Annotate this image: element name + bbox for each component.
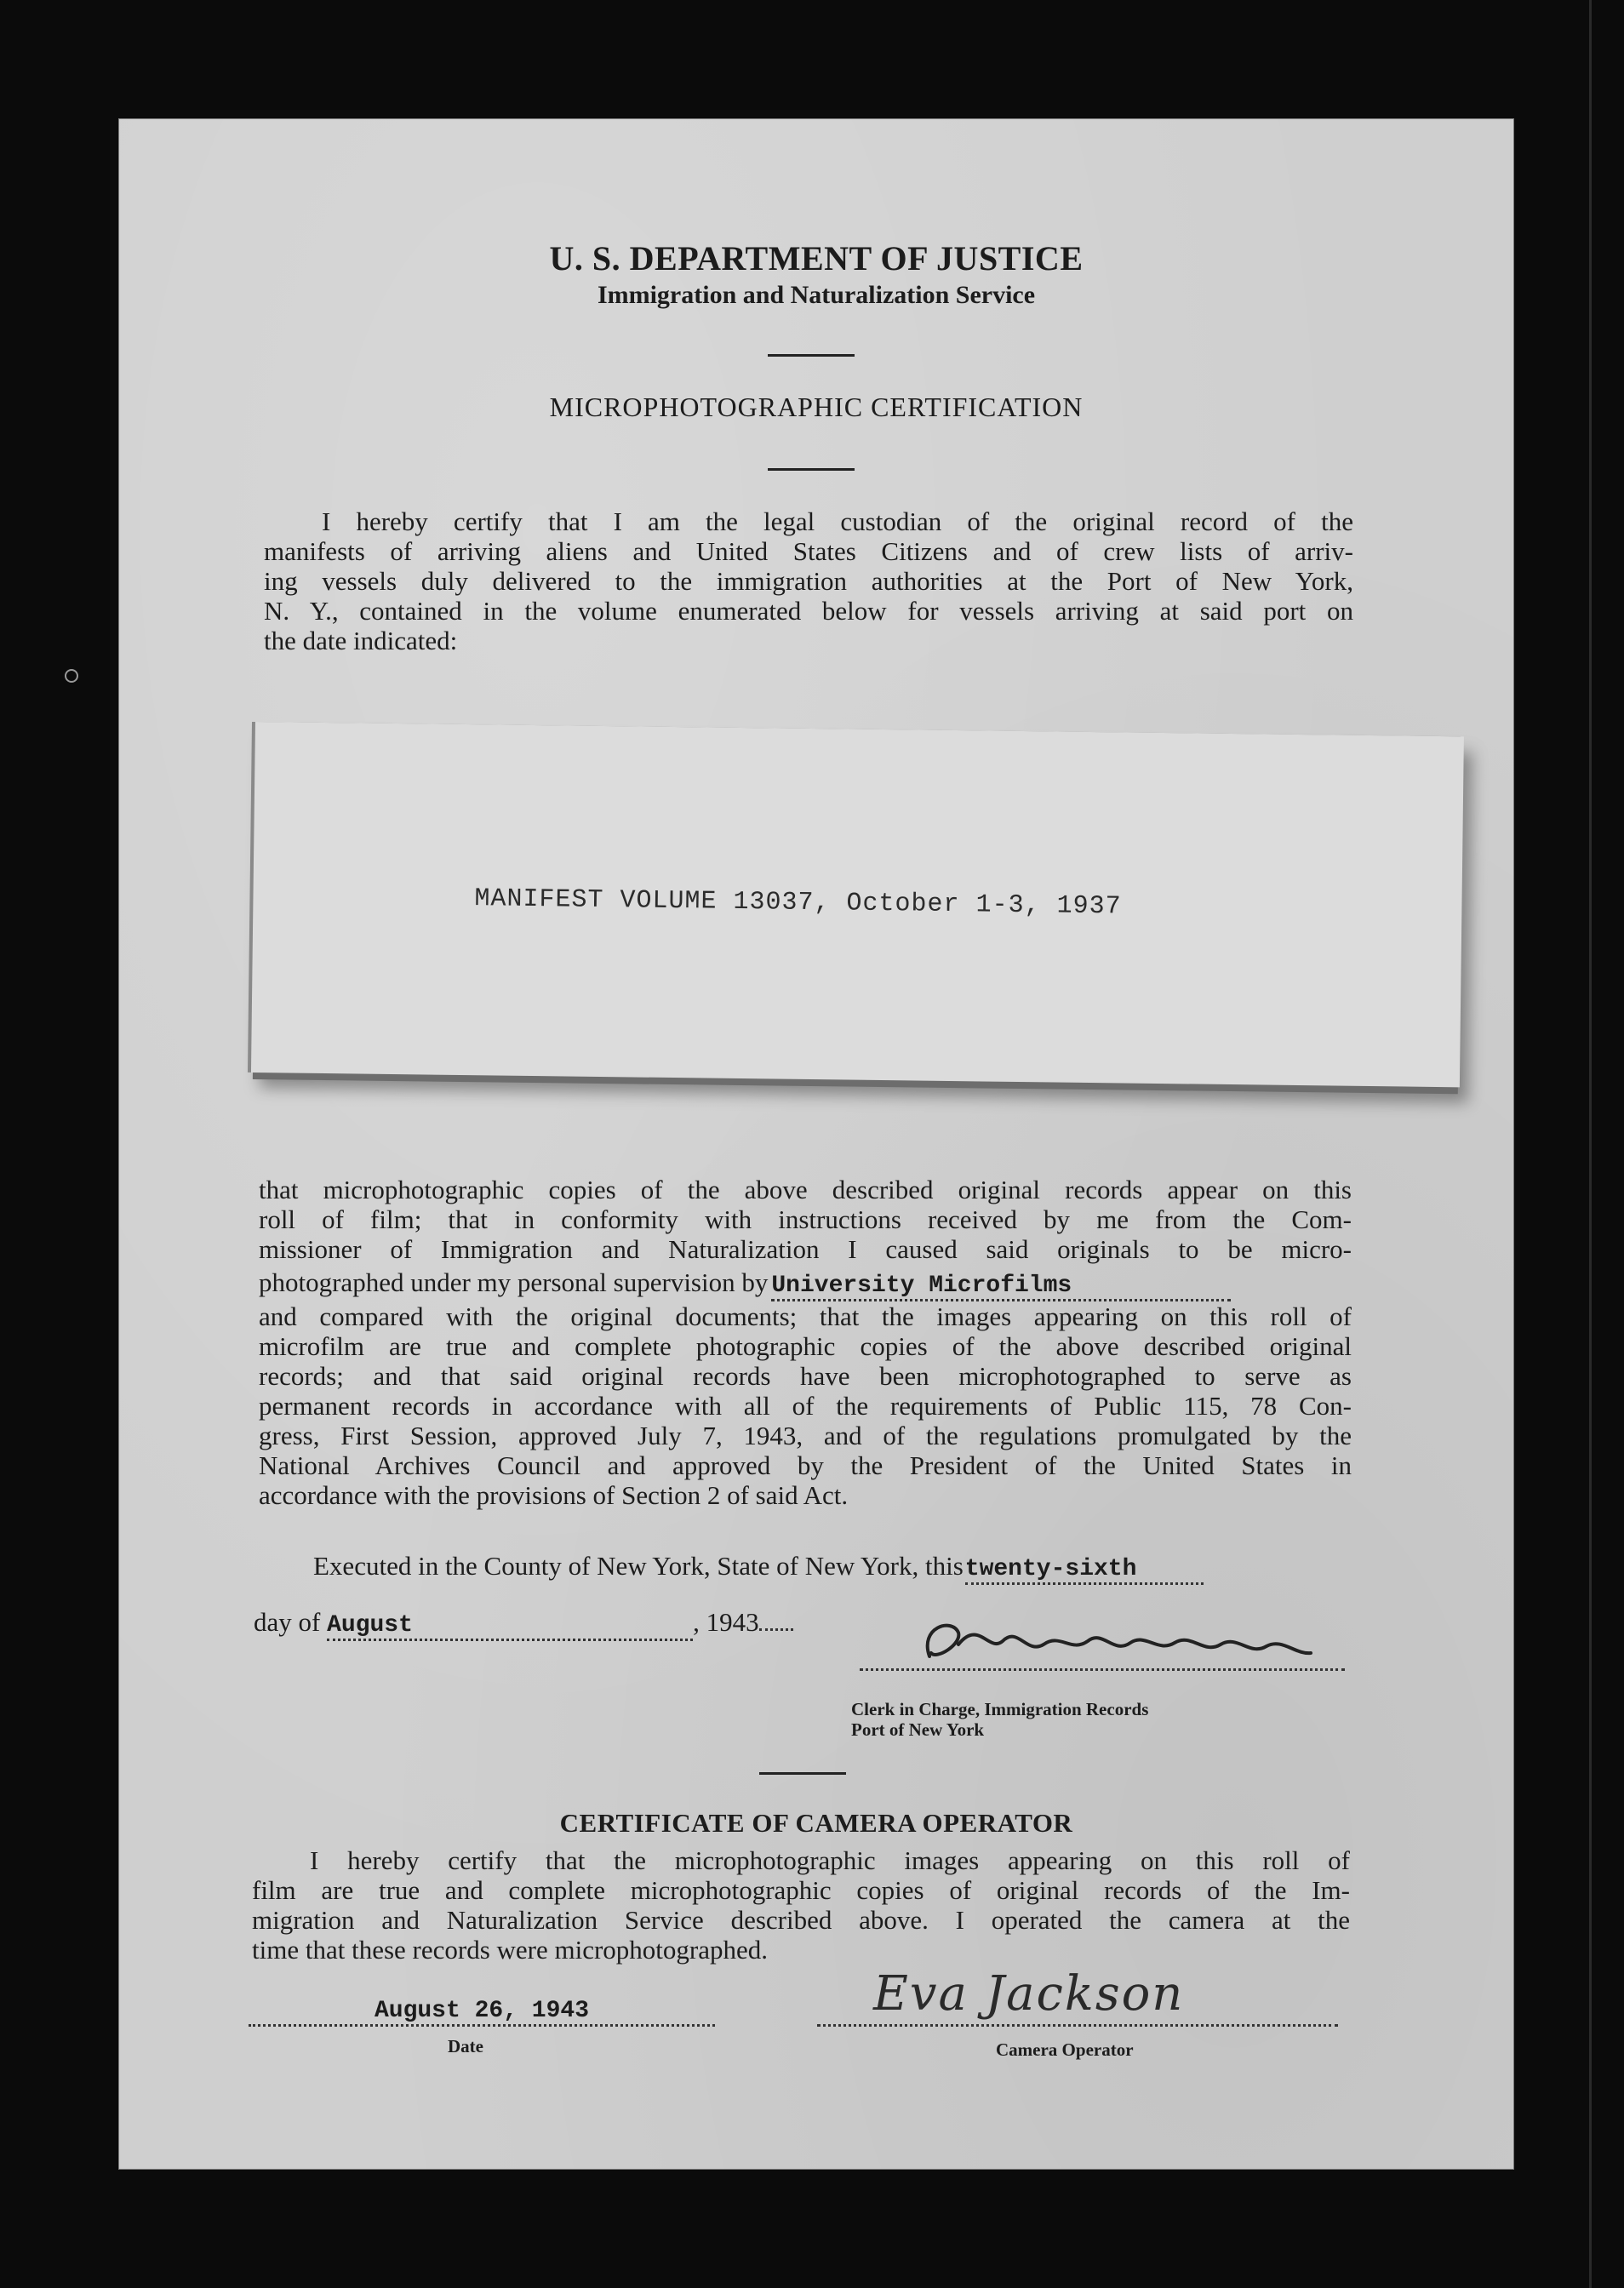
body-line: missioner of Immigration and Naturalization I caused said originals to be micro-: [259, 1234, 1352, 1264]
operator-line: migration and Naturalization Service described above. I operated the camera at the: [252, 1905, 1350, 1935]
clerk-title: [851, 1699, 1148, 1740]
day-of-label: day of: [254, 1607, 321, 1637]
operator-line: time that these records were microphotographed.: [252, 1935, 768, 1965]
photographer-prefix: photographed under my personal supervision by: [259, 1267, 769, 1297]
executed-month-field: August: [327, 1613, 693, 1641]
intro-line: ing vessels duly delivered to the immigration authorities at the Port of New York,: [264, 566, 1353, 596]
clerk-title-line2: Port of New York: [851, 1719, 985, 1740]
clerk-title-line1: Clerk in Charge, Immigration Records: [851, 1699, 1149, 1719]
executed-prefix: Executed in the County of New York, State of New York, this: [313, 1551, 964, 1581]
certificate-sheet: [119, 119, 1513, 2169]
operator-line: film are true and complete microphotographic copies of original records of the Im-: [252, 1875, 1350, 1905]
certification-title: MICROPHOTOGRAPHIC CERTIFICATION: [549, 392, 1084, 422]
divider-top: [768, 354, 855, 357]
date-line: [249, 2024, 715, 2027]
clerk-signature: [911, 1610, 1336, 1679]
film-edge: [1589, 0, 1592, 2288]
executed-line: [313, 1551, 1355, 1585]
photographer-field: University Microfilms: [771, 1273, 1231, 1301]
intro-line: N. Y., contained in the volume enumerated below for vessels arriving at said port on: [264, 596, 1353, 626]
manifest-volume-text: MANIFEST VOLUME 13037, October 1-3, 1937: [474, 884, 1122, 922]
executed-month-line: [254, 1607, 793, 1641]
divider-bottom: [759, 1772, 846, 1775]
body-line: roll of film; that in conformity with instructions received by me from the Com-: [259, 1204, 1352, 1234]
camera-operator-signature: Eva Jackson: [873, 1966, 1185, 2022]
body-line: and compared with the original documents; that the images appearing on this roll of: [259, 1301, 1352, 1331]
film-sprocket-mark: [65, 669, 78, 683]
camera-operator-paragraph: [252, 1845, 1350, 1965]
operator-signature-line: [817, 2024, 1338, 2027]
body-line: gress, First Session, approved July 7, 1943, and of the regulations promulgated by the: [259, 1421, 1352, 1450]
camera-operator-label: Camera Operator: [996, 2039, 1134, 2060]
body-line: that microphotographic copies of the above described original records appear on this: [259, 1175, 1352, 1204]
department-heading: U. S. DEPARTMENT OF JUSTICE: [549, 239, 1084, 277]
manifest-volume-slip: [251, 722, 1464, 1087]
photographer-line: [259, 1267, 1352, 1301]
body-line: accordance with the provisions of Section 2 of said Act.: [259, 1480, 849, 1510]
intro-line: I hereby certify that I am the legal custodian of the original record of the: [322, 506, 1353, 536]
body-paragraph: [259, 1175, 1352, 1510]
operator-date-field: August 26, 1943: [374, 1998, 590, 2024]
operator-line: I hereby certify that the microphotographic images appearing on this roll of: [310, 1845, 1350, 1875]
executed-year-dots: [759, 1628, 793, 1631]
executed-day-field: twenty-sixth: [965, 1557, 1204, 1585]
executed-year: , 1943: [693, 1607, 759, 1637]
body-line: National Archives Council and approved by the President of the United States in: [259, 1450, 1352, 1480]
camera-operator-title: CERTIFICATE OF CAMERA OPERATOR: [559, 1808, 1073, 1838]
intro-line: the date indicated:: [264, 626, 458, 655]
divider-middle: [768, 468, 855, 471]
body-line: permanent records in accordance with all of the requirements of Public 115, 78 Con-: [259, 1391, 1352, 1421]
intro-paragraph: [264, 506, 1353, 655]
date-label: Date: [448, 2036, 483, 2056]
body-line: microfilm are true and complete photographic copies of the above described original: [259, 1331, 1352, 1361]
intro-line: manifests of arriving aliens and United States Citizens and of crew lists of arriv-: [264, 536, 1353, 566]
service-subheading: Immigration and Naturalization Service: [597, 281, 1036, 309]
body-line: records; and that said original records have been microphotographed to serve as: [259, 1361, 1352, 1391]
